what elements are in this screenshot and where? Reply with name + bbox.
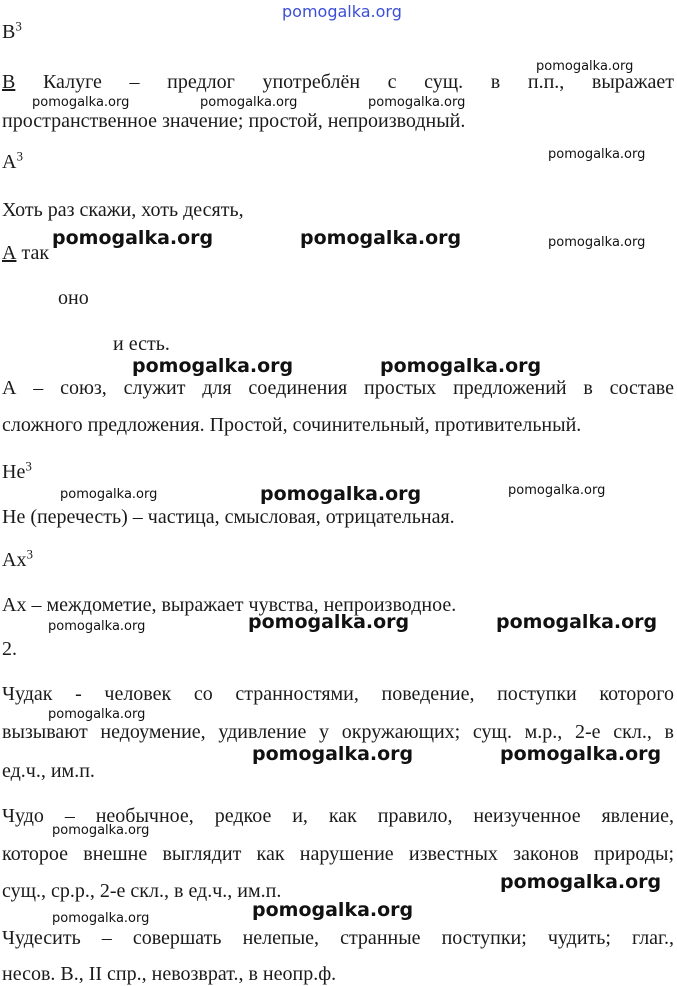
underlined-v: В: [2, 71, 16, 93]
heading-v: [2, 20, 22, 44]
watermark: pomogalka.org: [52, 227, 214, 249]
watermark: pomogalka.org: [548, 235, 646, 250]
task-number: 2.: [2, 638, 17, 660]
header-watermark: pomogalka.org: [282, 2, 402, 21]
superscript: 3: [15, 18, 22, 34]
v-explanation-line2: пространственное значение; простой, непроизводный.: [2, 110, 466, 132]
watermark: pomogalka.org: [500, 743, 662, 765]
watermark: pomogalka.org: [508, 483, 606, 498]
chudesit-line1: Чудесить – совершать нелепые, странные поступки; чудить; глаг.,: [2, 927, 674, 949]
a-example-line2: [2, 241, 49, 265]
heading-ah: [2, 548, 33, 572]
chudak-line2: вызывают недоумение, удивление у окружающих; сущ. м.р., 2-е скл., в: [2, 721, 674, 743]
watermark: pomogalka.org: [252, 743, 414, 765]
chudesit-line2: несов. В., II спр., невозврат., в неопр.ф.: [2, 963, 337, 985]
watermark: pomogalka.org: [496, 611, 658, 633]
heading-a-word: А: [2, 151, 17, 173]
watermark: pomogalka.org: [260, 483, 422, 505]
chudak-line3: ед.ч., им.п.: [2, 760, 95, 782]
watermark: pomogalka.org: [200, 95, 298, 110]
v-explanation-line1-text: Калуге – предлог употреблён с сущ. в п.п., выражает: [15, 71, 674, 93]
watermark: pomogalka.org: [380, 355, 542, 377]
watermark: pomogalka.org: [52, 911, 150, 926]
ah-explanation: Ах – междометие, выражает чувства, непроизводное.: [2, 594, 457, 616]
a-example-line1: Хоть раз скажи, хоть десять,: [2, 199, 244, 221]
a-explanation-line1: А – союз, служит для соединения простых предложений в составе: [2, 377, 674, 399]
watermark: pomogalka.org: [536, 59, 634, 74]
heading-a: [2, 150, 23, 174]
watermark: pomogalka.org: [368, 95, 466, 110]
chudak-line1: Чудак - человек со странностями, поведение, поступки которого: [2, 683, 674, 705]
watermark: pomogalka.org: [48, 619, 146, 634]
ne-explanation: Не (перечесть) – частица, смысловая, отрицательная.: [2, 506, 455, 528]
chudo-line2: которое внешне выглядит как нарушение известных законов природы;: [2, 843, 674, 865]
a-example-line2-text: так: [16, 242, 50, 264]
superscript: 3: [16, 148, 23, 164]
heading-ne: [2, 460, 32, 484]
superscript: 3: [26, 546, 33, 562]
heading-ah-word: Ах: [2, 549, 27, 571]
chudo-line3: сущ., ср.р., 2-е скл., в ед.ч., им.п.: [2, 880, 282, 902]
watermark: pomogalka.org: [252, 899, 414, 921]
watermark: pomogalka.org: [32, 95, 130, 110]
watermark: pomogalka.org: [48, 707, 146, 722]
watermark: pomogalka.org: [60, 487, 158, 502]
watermark: pomogalka.org: [500, 871, 662, 893]
a-example-line4: и есть.: [113, 333, 170, 355]
a-example-line3: оно: [58, 287, 89, 309]
a-explanation-line2: сложного предложения. Простой, сочинительный, противительный.: [2, 414, 582, 436]
watermark: pomogalka.org: [132, 355, 294, 377]
chudo-line1: Чудо – необычное, редкое и, как правило, неизученное явление,: [2, 805, 674, 827]
superscript: 3: [25, 458, 32, 474]
heading-ne-word: Не: [2, 461, 26, 483]
watermark: pomogalka.org: [300, 227, 462, 249]
underlined-a: А: [2, 242, 17, 264]
watermark: pomogalka.org: [248, 611, 410, 633]
heading-v-word: В: [2, 21, 16, 43]
watermark: pomogalka.org: [52, 823, 150, 838]
watermark: pomogalka.org: [548, 147, 646, 162]
